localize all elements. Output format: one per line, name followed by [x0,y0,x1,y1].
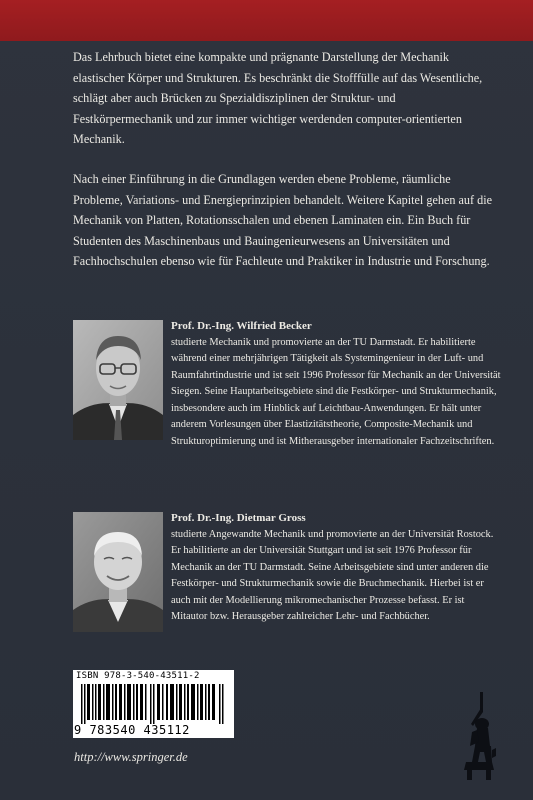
author-bio-gross [171,510,501,626]
description-paragraph-1: Das Lehrbuch bietet eine kompakte und prägnante Darstellung der Mechanik elastischer Körper und Strukturen. Es beschränkt die Stofffülle auf das Wesentliche, schlägt aber auch Brücken zu Spezialdisziplinen der Struktur- und Festkörpermechanik und zur immer wichtiger werdenden computer-orientierten Mechanik. [73,50,483,147]
description-paragraph-2: Nach einer Einführung in die Grundlagen werden ebene Probleme, räumliche Probleme, Variations- und Energieprinzipien behandelt. Weitere Kapitel gehen auf die Mechanik von Platten, Rotationsschalen und ebenen Laminaten ein. Ein Buch für Studenten des Maschinenbaus und Bauingenieurwesens an Universitäten und Fachhochschulen ebenso wie für Fachleute und Praktiker in Industrie und Forschung. [73,172,493,269]
author-name-gross: Prof. Dr.-Ing. Dietmar Gross [171,512,306,524]
springer-knight-icon [458,690,498,787]
author-name-becker: Prof. Dr.-Ing. Wilfried Becker [171,320,312,332]
author-bio-becker [171,318,501,450]
barcode-bars [81,684,227,724]
publisher-url[interactable]: http://www.springer.de [74,750,188,764]
top-red-band [0,0,533,41]
author-text-becker: studierte Mechanik und promovierte an der TU Darmstadt. Er habilitierte während einer mehrjährigen Tätigkeit als Systemingenieur in der Luft- und Raumfahrtindustrie und ist seit 1996 Professor für Mechanik an der Universität Siegen. Seine Hauptarbeitsgebiete sind die Festkörper- und Strukturmechanik, insbesondere auch im Hinblick auf Leichtbau-Anwendungen. Er hält unter anderem Vorlesungen über Elastizitätstheorie, Composite-Mechanik und Strukturoptimierung und ist Mitherausgeber internationaler Fachzeitschriften. [171,336,501,447]
author-photo-gross [73,512,163,632]
author-photo-becker [73,320,163,440]
isbn-label: ISBN 978-3-540-43511-2 [76,671,200,681]
isbn-barcode [73,670,234,738]
author-text-gross: studierte Angewandte Mechanik und promovierte an der Universität Rostock. Er habilitierte an der Universität Stuttgart und ist seit 1976 Professor für Mechanik an der TU Darmstadt. Seine Arbeitsgebiete sind unter anderen die Festkörper- und Strukturmechanik sowie die Bruchmechanik. Hierbei ist er auch mit der Modellierung mikromechanischer Prozesse befasst. Er ist Mitautor bzw. Herausgeber zahlreicher Lehr- und Fachbücher. [171,528,494,622]
ean-digits: 9 783540 435112 [74,723,190,737]
